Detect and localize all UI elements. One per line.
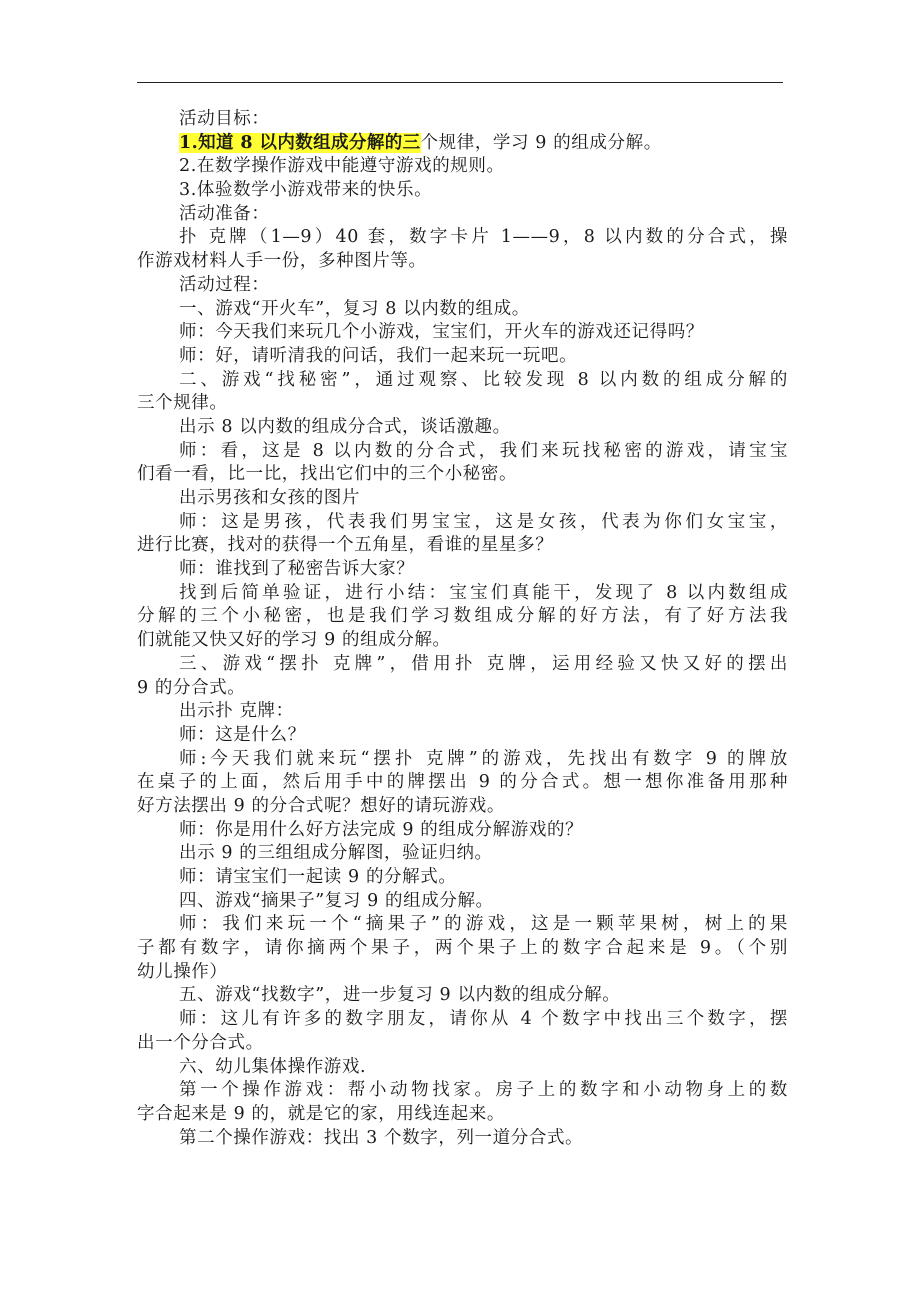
text-line	[137, 558, 788, 582]
text-line	[137, 321, 788, 345]
text-line	[137, 961, 788, 985]
header-rule	[137, 82, 783, 83]
line-text: 四、游戏“摘果子”复习 9 的组成分解。	[179, 890, 494, 911]
line-text: 第二个操作游戏：找出 3 个数字，列一道分合式。	[179, 1127, 584, 1148]
text-line	[137, 677, 788, 701]
text-line	[137, 369, 788, 393]
line-text: 出一个分合式。	[137, 1032, 264, 1053]
line-text: 好方法摆出 9 的分合式呢？想好的请玩游戏。	[137, 795, 505, 816]
text-line	[137, 298, 788, 322]
line-text: 们看一看，比一比，找出它们中的三个小秘密。	[137, 464, 518, 485]
text-line	[137, 511, 788, 535]
line-text: 作游戏材料人手一份，多种图片等。	[137, 251, 427, 272]
text-line	[137, 108, 788, 132]
text-line	[137, 1008, 788, 1032]
text-line	[137, 250, 788, 274]
line-text: 在桌子的上面，然后用手中的牌摆出 9 的分合式。想一想你准备用那种	[137, 772, 788, 793]
text-line	[137, 416, 788, 440]
line-text: 分解的三个小秘密，也是我们学习数组成分解的好方法，有了好方法我	[137, 606, 788, 627]
line-text: 师：请宝宝们一起读 9 的分解式。	[179, 867, 457, 887]
highlighted-text: 1.知道 8 以内数组成分解的三	[179, 132, 421, 153]
text-line	[137, 866, 788, 890]
line-text: 出示扑 克牌：	[179, 701, 294, 722]
line-text: 子都有数字，请你摘两个果子，两个果子上的数字合起来是 9。（个别	[137, 938, 788, 959]
text-line	[137, 132, 788, 156]
line-text: 出示 8 以内数的组成分合式，谈话激趣。	[179, 416, 511, 437]
text-line	[137, 629, 788, 653]
line-text: 字合起来是 9 的，就是它的家，用线连起来。	[137, 1103, 505, 1124]
text-line	[137, 937, 788, 961]
text-line	[137, 913, 788, 937]
text-line	[137, 1103, 788, 1127]
text-line	[137, 345, 788, 369]
line-text: 第一个操作游戏：帮小动物找家。房子上的数字和小动物身上的数	[179, 1080, 788, 1101]
text-line	[137, 179, 788, 203]
text-line	[137, 771, 788, 795]
line-text: 师：今天我们来玩几个小游戏，宝宝们，开火车的游戏还记得吗？	[179, 322, 704, 343]
text-line	[137, 226, 788, 250]
text-line	[137, 1127, 788, 1151]
line-text: 五、游戏“找数字”，进一步复习 9 以内数的组成分解。	[179, 985, 621, 1006]
text-line	[137, 795, 788, 819]
text-line	[137, 653, 788, 677]
text-line	[137, 440, 788, 464]
text-line	[137, 487, 788, 511]
line-text: 找到后简单验证，进行小结：宝宝们真能干，发现了 8 以内数组成	[179, 582, 788, 603]
line-text: 师：这儿有许多的数字朋友，请你从 4 个数字中找出三个数字，摆	[179, 1009, 788, 1030]
line-text: 出示 9 的三组组成分解图，验证归纳。	[179, 843, 493, 864]
line-text: 师：这是男孩，代表我们男宝宝，这是女孩，代表为你们女宝宝，	[179, 511, 788, 532]
text-line	[137, 1079, 788, 1103]
line-text: 2.在数学操作游戏中能遵守游戏的规则。	[179, 156, 505, 177]
line-text: 幼儿操作）	[137, 961, 228, 982]
text-line	[137, 1032, 788, 1056]
text-line	[137, 203, 788, 227]
text-line	[137, 1056, 788, 1080]
text-line	[137, 392, 788, 416]
line-text: 师：看，这是 8 以内数的分合式，我们来玩找秘密的游戏，请宝宝	[179, 440, 788, 461]
text-line	[137, 605, 788, 629]
document-body	[137, 108, 788, 1150]
text-line	[137, 890, 788, 914]
line-text: 师：好，请听清我的问话，我们一起来玩一玩吧。	[179, 345, 578, 366]
line-text: 活动准备：	[179, 203, 270, 224]
text-line	[137, 748, 788, 772]
line-text: 师：谁找到了秘密告诉大家？	[179, 559, 415, 580]
text-line	[137, 534, 788, 558]
text-line	[137, 842, 788, 866]
line-text: 活动过程：	[179, 274, 270, 295]
line-text: 师：这是什么？	[179, 724, 306, 745]
text-line	[137, 724, 788, 748]
line-text: 师：你是用什么好方法完成 9 的组成分解游戏的？	[179, 819, 584, 840]
line-text: 师:今天我们就来玩“摆扑 克牌”的游戏，先找出有数字 9 的牌放	[179, 748, 788, 769]
line-text: 进行比赛，找对的获得一个五角星，看谁的星星多？	[137, 535, 554, 556]
line-text: 9 的分合式。	[137, 677, 246, 698]
line-text: 们就能又快又好的学习 9 的组成分解。	[137, 630, 451, 651]
line-text: 出示男孩和女孩的图片	[179, 488, 360, 508]
line-text: 师：我们来玩一个“摘果子”的游戏，这是一颗苹果树，树上的果	[179, 914, 788, 935]
text-line	[137, 463, 788, 487]
line-text: 三个规律。	[137, 393, 228, 414]
line-text: 活动目标：	[179, 109, 270, 129]
text-line	[137, 984, 788, 1008]
line-text: 三、游戏“摆扑 克牌”，借用扑 克牌，运用经验又快又好的摆出	[179, 653, 788, 674]
text-line	[137, 155, 788, 179]
line-text: 六、幼儿集体操作游戏.	[179, 1056, 367, 1077]
line-text: 一、游戏“开火车”，复习 8 以内数的组成。	[179, 298, 530, 319]
line-text: 3.体验数学小游戏带来的快乐。	[179, 180, 433, 201]
text-line	[137, 819, 788, 843]
line-text: 二、游戏“找秘密”，通过观察、比较发现 8 以内数的组成分解的	[179, 369, 788, 390]
text-line	[137, 700, 788, 724]
line-text: 扑 克牌（1—9）40 套，数字卡片 1——9，8 以内数的分合式，操	[179, 227, 788, 248]
text-line	[137, 582, 788, 606]
line-text: 个规律，学习 9 的组成分解。	[420, 132, 662, 153]
text-line	[137, 274, 788, 298]
